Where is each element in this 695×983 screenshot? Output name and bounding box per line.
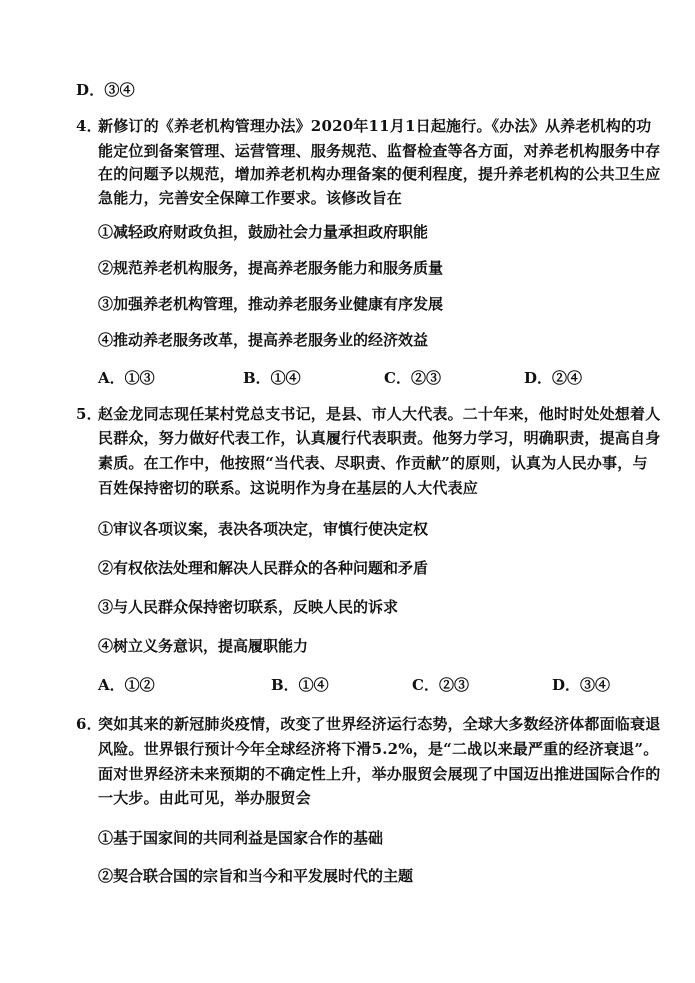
- q5-item-2: ②有权依法处理和解决人民群众的各种问题和矛盾: [98, 559, 429, 577]
- q5-stem-line-1: 赵金龙同志现任某村党总支书记，是县、市人大代表。二十年来，他时时处处想着人: [98, 405, 661, 423]
- q6-stem-line-2: 风险。世界银行预计今年全球经济将下滑5.2%，是“二战以来最严重的经济衰退”。: [98, 740, 659, 758]
- q4-option-c[interactable]: C．②③: [384, 369, 441, 387]
- q4-stem-line-2: 能定位到备案管理、运营管理、服务规范、监督检查等各方面，对养老机构服务中存: [98, 142, 661, 160]
- q5-option-c[interactable]: C．②③: [412, 676, 469, 694]
- q5-stem-line-3: 素质。在工作中，他按照“当代表、尽职责、作贡献”的原则，认真为人民办事，与: [98, 454, 648, 472]
- q6-item-1: ①基于国家间的共同利益是国家合作的基础: [98, 829, 384, 847]
- q5-option-a[interactable]: A．①②: [98, 676, 155, 694]
- q5-item-3: ③与人民群众保持密切联系，反映人民的诉求: [98, 598, 399, 616]
- q4-stem-line-1: 新修订的《养老机构管理办法》2020年11月1日起施行。《办法》从养老机构的功: [98, 117, 652, 135]
- q4-number: 4．: [76, 117, 102, 135]
- top-option: D．③④: [76, 81, 135, 99]
- q4-option-d[interactable]: D．②④: [524, 369, 583, 387]
- q4-option-b[interactable]: B．①④: [243, 369, 301, 387]
- q5-option-b[interactable]: B．①④: [271, 676, 329, 694]
- q4-item-3: ③加强养老机构管理，推动养老服务业健康有序发展: [98, 295, 444, 313]
- q6-stem-line-1: 突如其来的新冠肺炎疫情，改变了世界经济运行态势，全球大多数经济体都面临衰退: [98, 715, 661, 733]
- q5-item-4: ④树立义务意识，提高履职能力: [98, 637, 309, 655]
- q4-item-1: ①减轻政府财政负担，鼓励社会力量承担政府职能: [98, 223, 429, 241]
- q4-stem-line-4: 急能力，完善安全保障工作要求。该修改旨在: [98, 189, 403, 207]
- q6-item-2: ②契合联合国的宗旨和当今和平发展时代的主题: [98, 867, 414, 885]
- q4-option-a[interactable]: A．①③: [98, 369, 155, 387]
- q4-item-4: ④推动养老服务改革，提高养老服务业的经济效益: [98, 331, 429, 349]
- q6-number: 6．: [76, 715, 102, 733]
- q5-stem-line-2: 民群众，努力做好代表工作，认真履行代表职责。他努力学习，明确职责，提高自身: [98, 429, 661, 447]
- q5-item-1: ①审议各项议案，表决各项决定，审慎行使决定权: [98, 520, 429, 538]
- q6-stem-line-4: 一大步。由此可见，举办服贸会: [98, 789, 311, 807]
- q5-stem-line-4: 百姓保持密切的联系。这说明作为身在基层的人大代表应: [98, 479, 479, 497]
- q4-item-2: ②规范养老机构服务，提高养老服务能力和服务质量: [98, 259, 444, 277]
- q4-stem-line-3: 在的问题予以规范，增加养老机构办理备案的便利程度，提升养老机构的公共卫生应: [98, 165, 661, 183]
- q5-option-d[interactable]: D．③④: [552, 676, 611, 694]
- q5-number: 5．: [76, 405, 102, 423]
- q6-stem-line-3: 面对世界经济未来预期的不确定性上升，举办服贸会展现了中国迈出推进国际合作的: [98, 765, 661, 783]
